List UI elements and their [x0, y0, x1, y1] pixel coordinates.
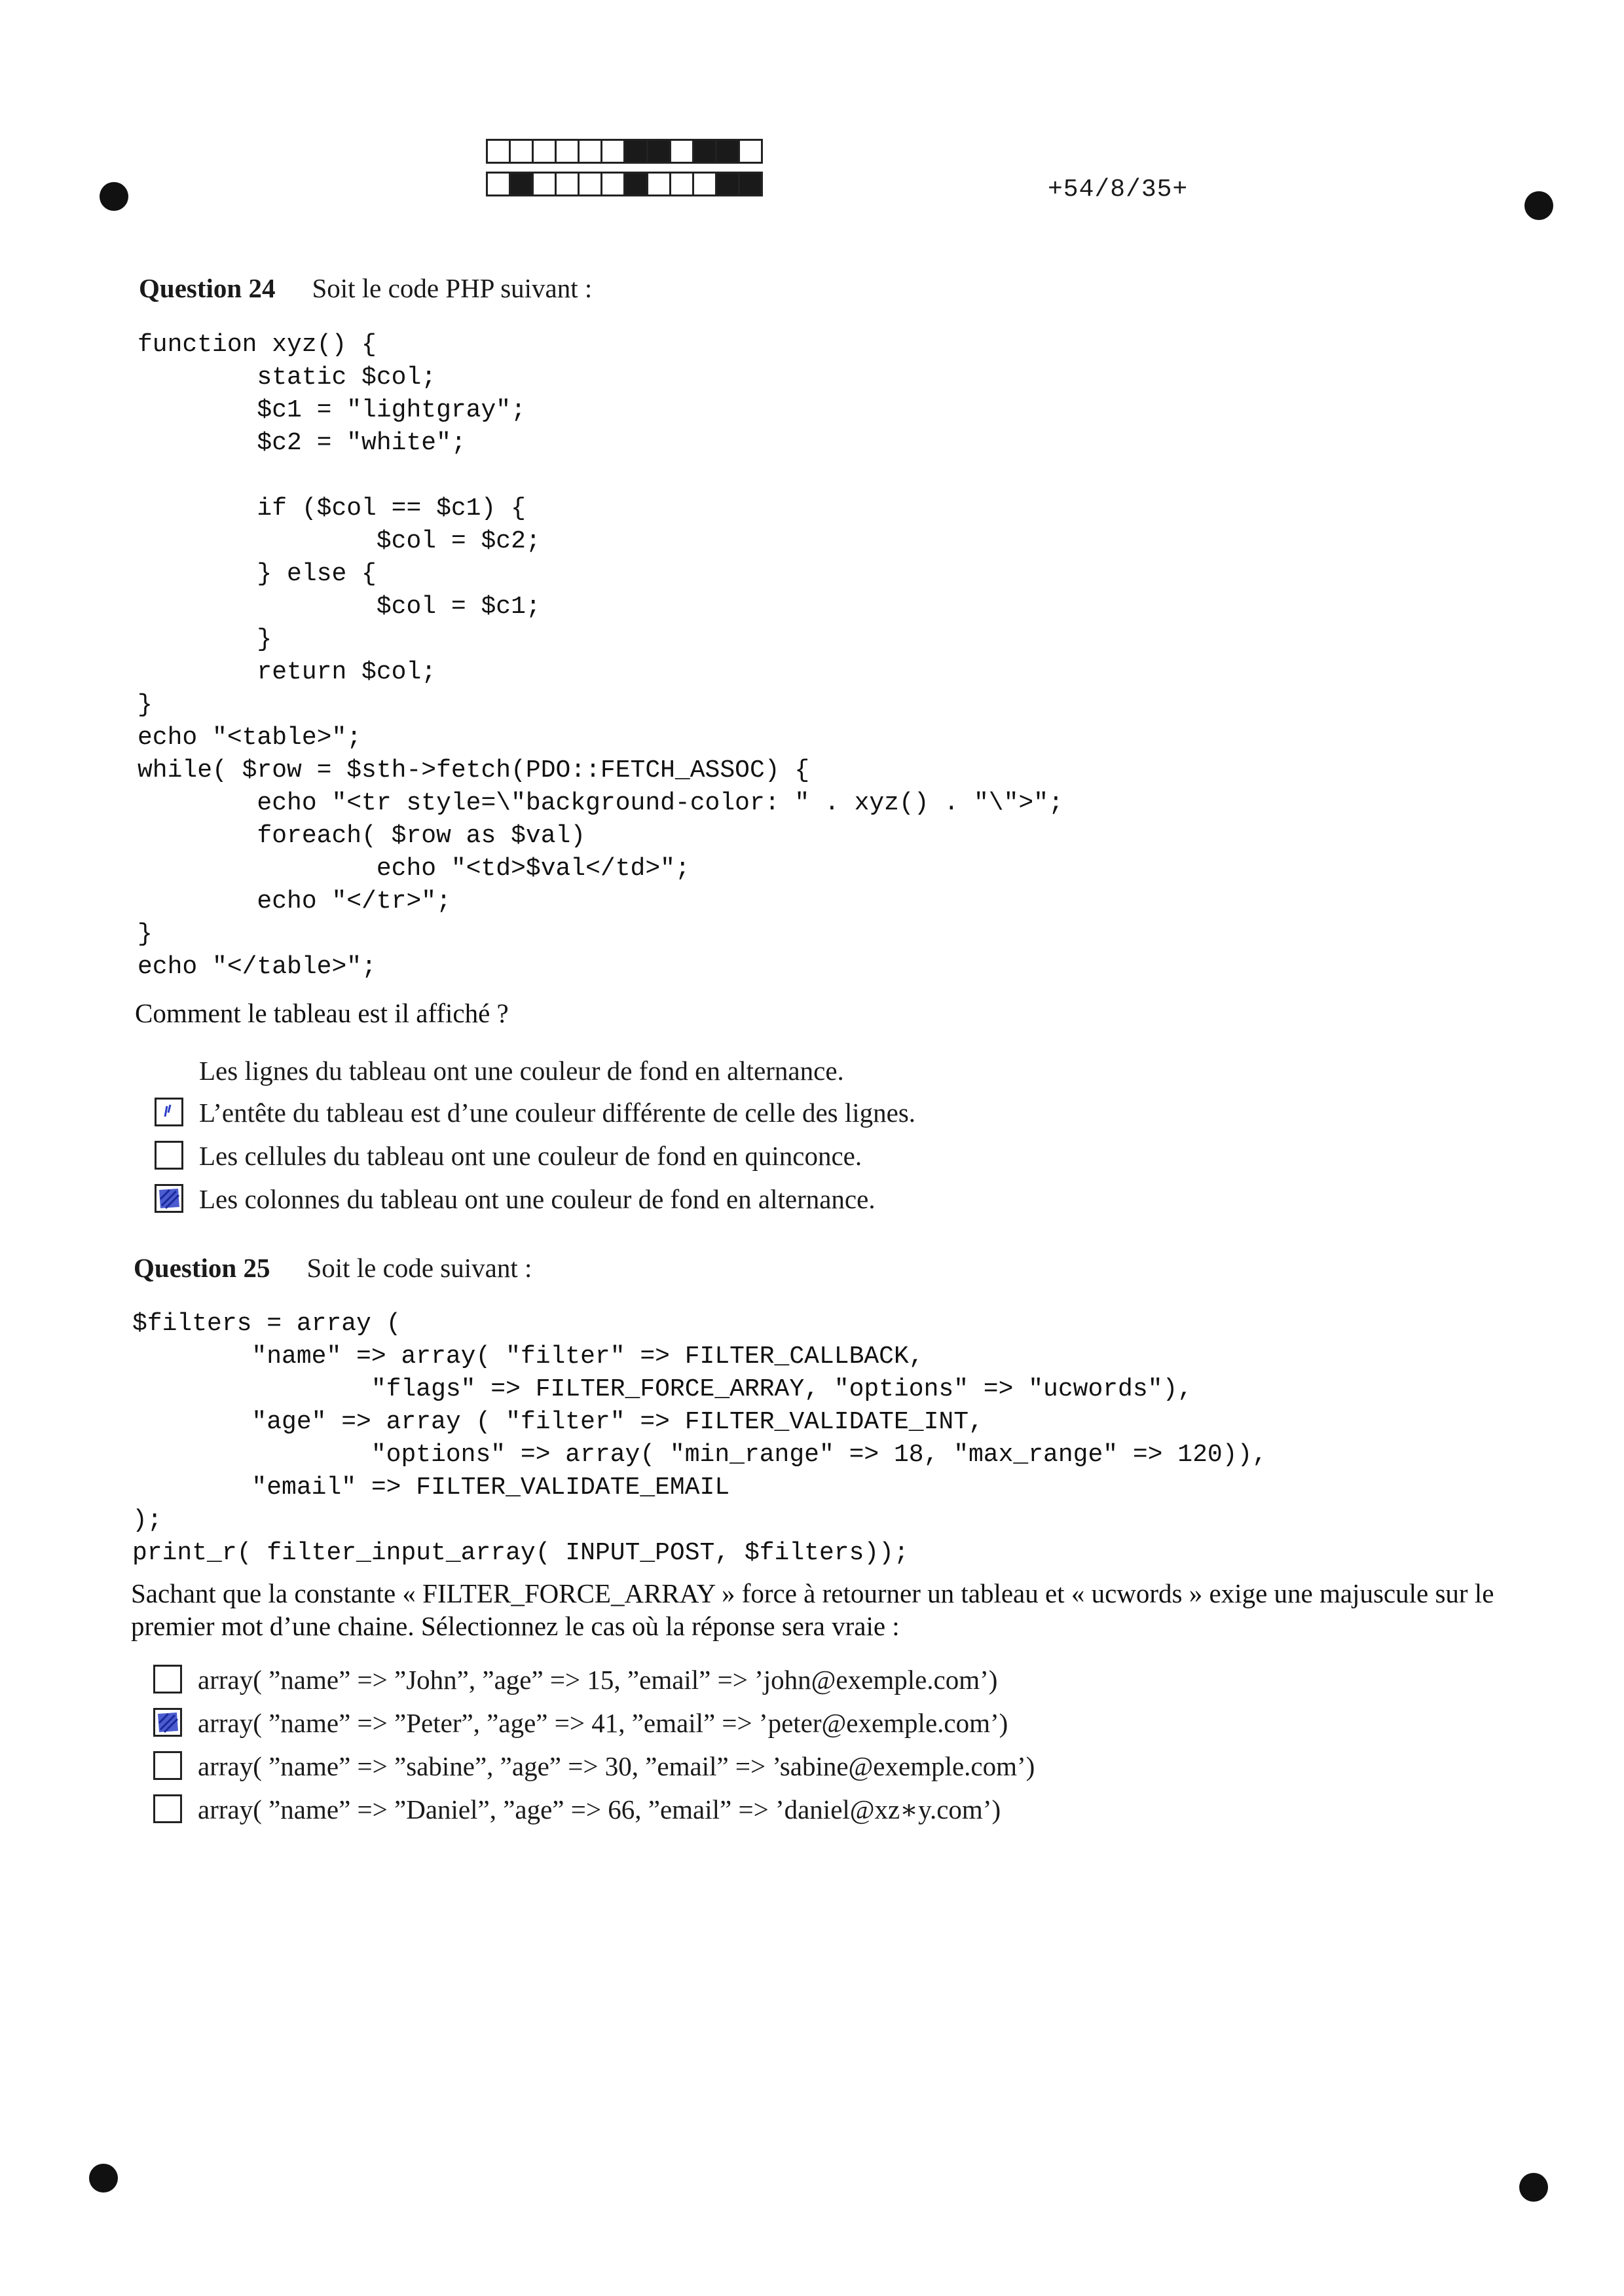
checkbox-light-mark[interactable] [155, 1098, 183, 1126]
option-label: array( ”name” => ”John”, ”age” => 15, ”email” => ’john@exemple.com’) [198, 1665, 998, 1695]
registration-mark-top-left [100, 182, 128, 211]
question-prompt: Sachant que la constante « FILTER_FORCE_ARRAY » force à retourner un tableau et « ucwords » exige une majuscule sur le premier mot d’une chaine. Sélectionnez le cas où la réponse sera vraie : [131, 1578, 1494, 1641]
question-number: Question 25 [134, 1253, 270, 1283]
checkbox[interactable] [153, 1751, 182, 1780]
question-intro: Soit le code suivant : [306, 1253, 532, 1283]
option-label: Les cellules du tableau ont une couleur de fond en quinconce. [199, 1141, 862, 1171]
question-intro: Soit le code PHP suivant : [312, 273, 593, 303]
page-barcode-row-2 [486, 172, 761, 196]
registration-mark-top-right [1524, 191, 1553, 220]
option-label: array( ”name” => ”sabine”, ”age” => 30, ”email” => ’sabine@exemple.com’) [198, 1751, 1035, 1781]
question-prompt: Comment le tableau est il affiché ? [135, 998, 509, 1028]
question-24-heading [139, 272, 592, 304]
checkbox-checked[interactable] [153, 1708, 182, 1737]
php-code-listing: function xyz() { static $col; $c1 = "lightgray"; $c2 = "white"; if ($col == $c1) { $col = $c2; } else { $col = $c1; } return $col; } echo "<table>"; while( $row = $sth->fetch(PDO::FETCH_ASSOC) { echo "<tr style=\"background-color: " . xyz() . "\">"; foreach( $row as $val) echo "<td>$val</td>"; echo "</tr>"; } echo "</table>"; [138, 331, 1063, 981]
checkbox[interactable] [155, 1141, 183, 1170]
option-label: array( ”name” => ”Peter”, ”age” => 41, ”email” => ’peter@exemple.com’) [198, 1708, 1008, 1738]
checkbox-checked[interactable] [155, 1184, 183, 1213]
option-label: Les lignes du tableau ont une couleur de fond en alternance. [199, 1056, 844, 1086]
option-label: L’entête du tableau est d’une couleur différente de celle des lignes. [199, 1098, 916, 1128]
question-25-heading [134, 1252, 532, 1284]
checkbox[interactable] [153, 1665, 182, 1694]
registration-mark-bottom-left [89, 2164, 118, 2193]
option-label: Les colonnes du tableau ont une couleur de fond en alternance. [199, 1184, 876, 1214]
filled-mark-icon [157, 1186, 181, 1211]
question-number: Question 24 [139, 273, 276, 303]
option-label: array( ”name” => ”Daniel”, ”age” => 66, ”email” => ’daniel@xz∗y.com’) [198, 1794, 1001, 1824]
registration-mark-bottom-right [1519, 2173, 1548, 2202]
checkbox[interactable] [153, 1794, 182, 1823]
page-barcode-row-1 [486, 139, 761, 164]
pen-mark-icon [157, 1100, 181, 1124]
php-code-listing: $filters = array ( "name" => array( "filter" => FILTER_CALLBACK, "flags" => FILTER_FORCE_ARRAY, "options" => "ucwords"), "age" => array ( "filter" => FILTER_VALIDATE_INT, "options" => array( "min_range" => 18, "max_range" => 120)), "email" => FILTER_VALIDATE_EMAIL ); print_r( filter_input_array( INPUT_POST, $filters)); [132, 1310, 1268, 1567]
page-id: +54/8/35+ [1048, 176, 1189, 204]
filled-mark-icon [155, 1710, 180, 1735]
checkbox-erased[interactable] [155, 1056, 183, 1084]
